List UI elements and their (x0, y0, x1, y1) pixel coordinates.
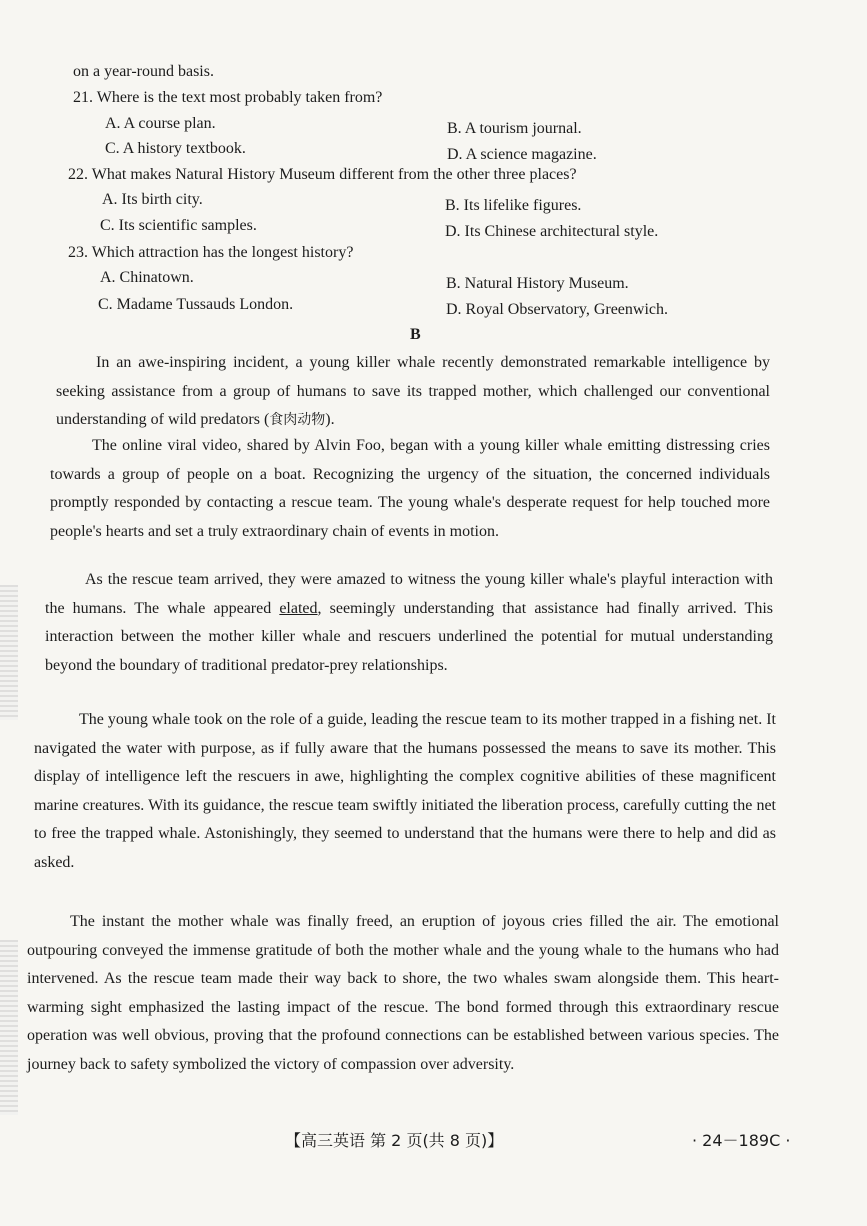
paragraph-4-text: The young whale took on the role of a guide, leading the rescue team to its mother trapped in a fishing net. It navigated the water with purpose, as if fully aware that the humans possessed the means to save its mother. This display of intelligence left the rescuers in awe, highlighting the complex cognitive abilities of these magnificent marine creatures. With its guidance, the rescue team swiftly initiated the liberation process, carefully cutting the net to free the trapped whale. Astonishingly, they seemed to understand that the humans were there to help and did as asked. (34, 711, 776, 871)
paragraph-5-text: The instant the mother whale was finally freed, an eruption of joyous cries filled the air. The emotional outpouring conveyed the immense gratitude of both the mother whale and the young whale to the humans who had intervened. As the rescue team made their way back to shore, the two whales swam alongside them. This heart-warming sight emphasized the lasting impact of the rescue. The bond formed through this extraordinary rescue operation was well obvious, proving that the profound connections can be established between various species. The journey back to safety symbolized the victory of compassion over adversity. (27, 913, 779, 1073)
underlined-word: elated (279, 599, 318, 617)
q21-option-d: D. A science magazine. (447, 146, 597, 163)
page-footer-code: · 24－189C · (692, 1131, 791, 1150)
q21-option-c: C. A history textbook. (105, 140, 246, 157)
section-label: B (410, 326, 421, 343)
paragraph-1-text: In an awe-inspiring incident, a young killer whale recently demonstrated remarkable intelligence by seeking assistance from a group of humans to save its trapped mother, which challenged our conventional understanding of wild predators ( (56, 354, 770, 429)
question-22-stem: 22. What makes Natural History Museum different from the other three places? (68, 166, 577, 183)
q22-option-a: A. Its birth city. (102, 191, 203, 208)
binding-edge-marks (0, 585, 18, 720)
q21-option-a: A. A course plan. (105, 115, 216, 132)
paragraph-2-text: The online viral video, shared by Alvin Foo, began with a young killer whale emitting distressing cries towards a group of people on a boat. Recognizing the urgency of the situation, the concerned individuals promptly responded by contacting a rescue team. The young whale's desperate request for help touched more people's hearts and set a truly extraordinary chain of events in motion. (50, 437, 770, 540)
q22-option-b: B. Its lifelike figures. (445, 197, 582, 214)
q23-option-d: D. Royal Observatory, Greenwich. (446, 301, 669, 318)
q23-option-c: C. Madame Tussauds London. (98, 296, 294, 313)
q21-option-b: B. A tourism journal. (447, 120, 582, 137)
question-21-stem: 21. Where is the text most probably taken from? (73, 89, 383, 106)
binding-edge-marks (0, 940, 18, 1115)
paragraph-3-text: As the rescue team arrived, they were amazed to witness the young killer whale's playful interaction with the humans. The whale appeared (45, 571, 773, 617)
paragraph-1-tail: ). (325, 411, 335, 429)
q23-option-a: A. Chinatown. (100, 269, 194, 286)
paragraph-5 (27, 908, 779, 1080)
q22-option-c: C. Its scientific samples. (100, 217, 257, 234)
paragraph-1 (56, 349, 770, 435)
q23-option-b: B. Natural History Museum. (446, 275, 629, 292)
paragraph-3 (45, 566, 773, 680)
paragraph-2 (50, 432, 770, 546)
chinese-gloss: 食肉动物 (269, 412, 326, 429)
page-footer-label: 【高三英语 第 2 页(共 8 页)】 (285, 1131, 504, 1150)
question-23-stem: 23. Which attraction has the longest history? (68, 244, 354, 261)
paragraph-4 (34, 706, 776, 878)
continuation-line: on a year-round basis. (73, 63, 214, 80)
paragraph-3-tail: , seemingly understanding that assistance had finally arrived. This interaction between the mother killer whale and rescuers underlined the potential for mutual understanding beyond the boundary of traditional predator-prey relationships. (45, 599, 774, 674)
q22-option-d: D. Its Chinese architectural style. (445, 223, 659, 240)
